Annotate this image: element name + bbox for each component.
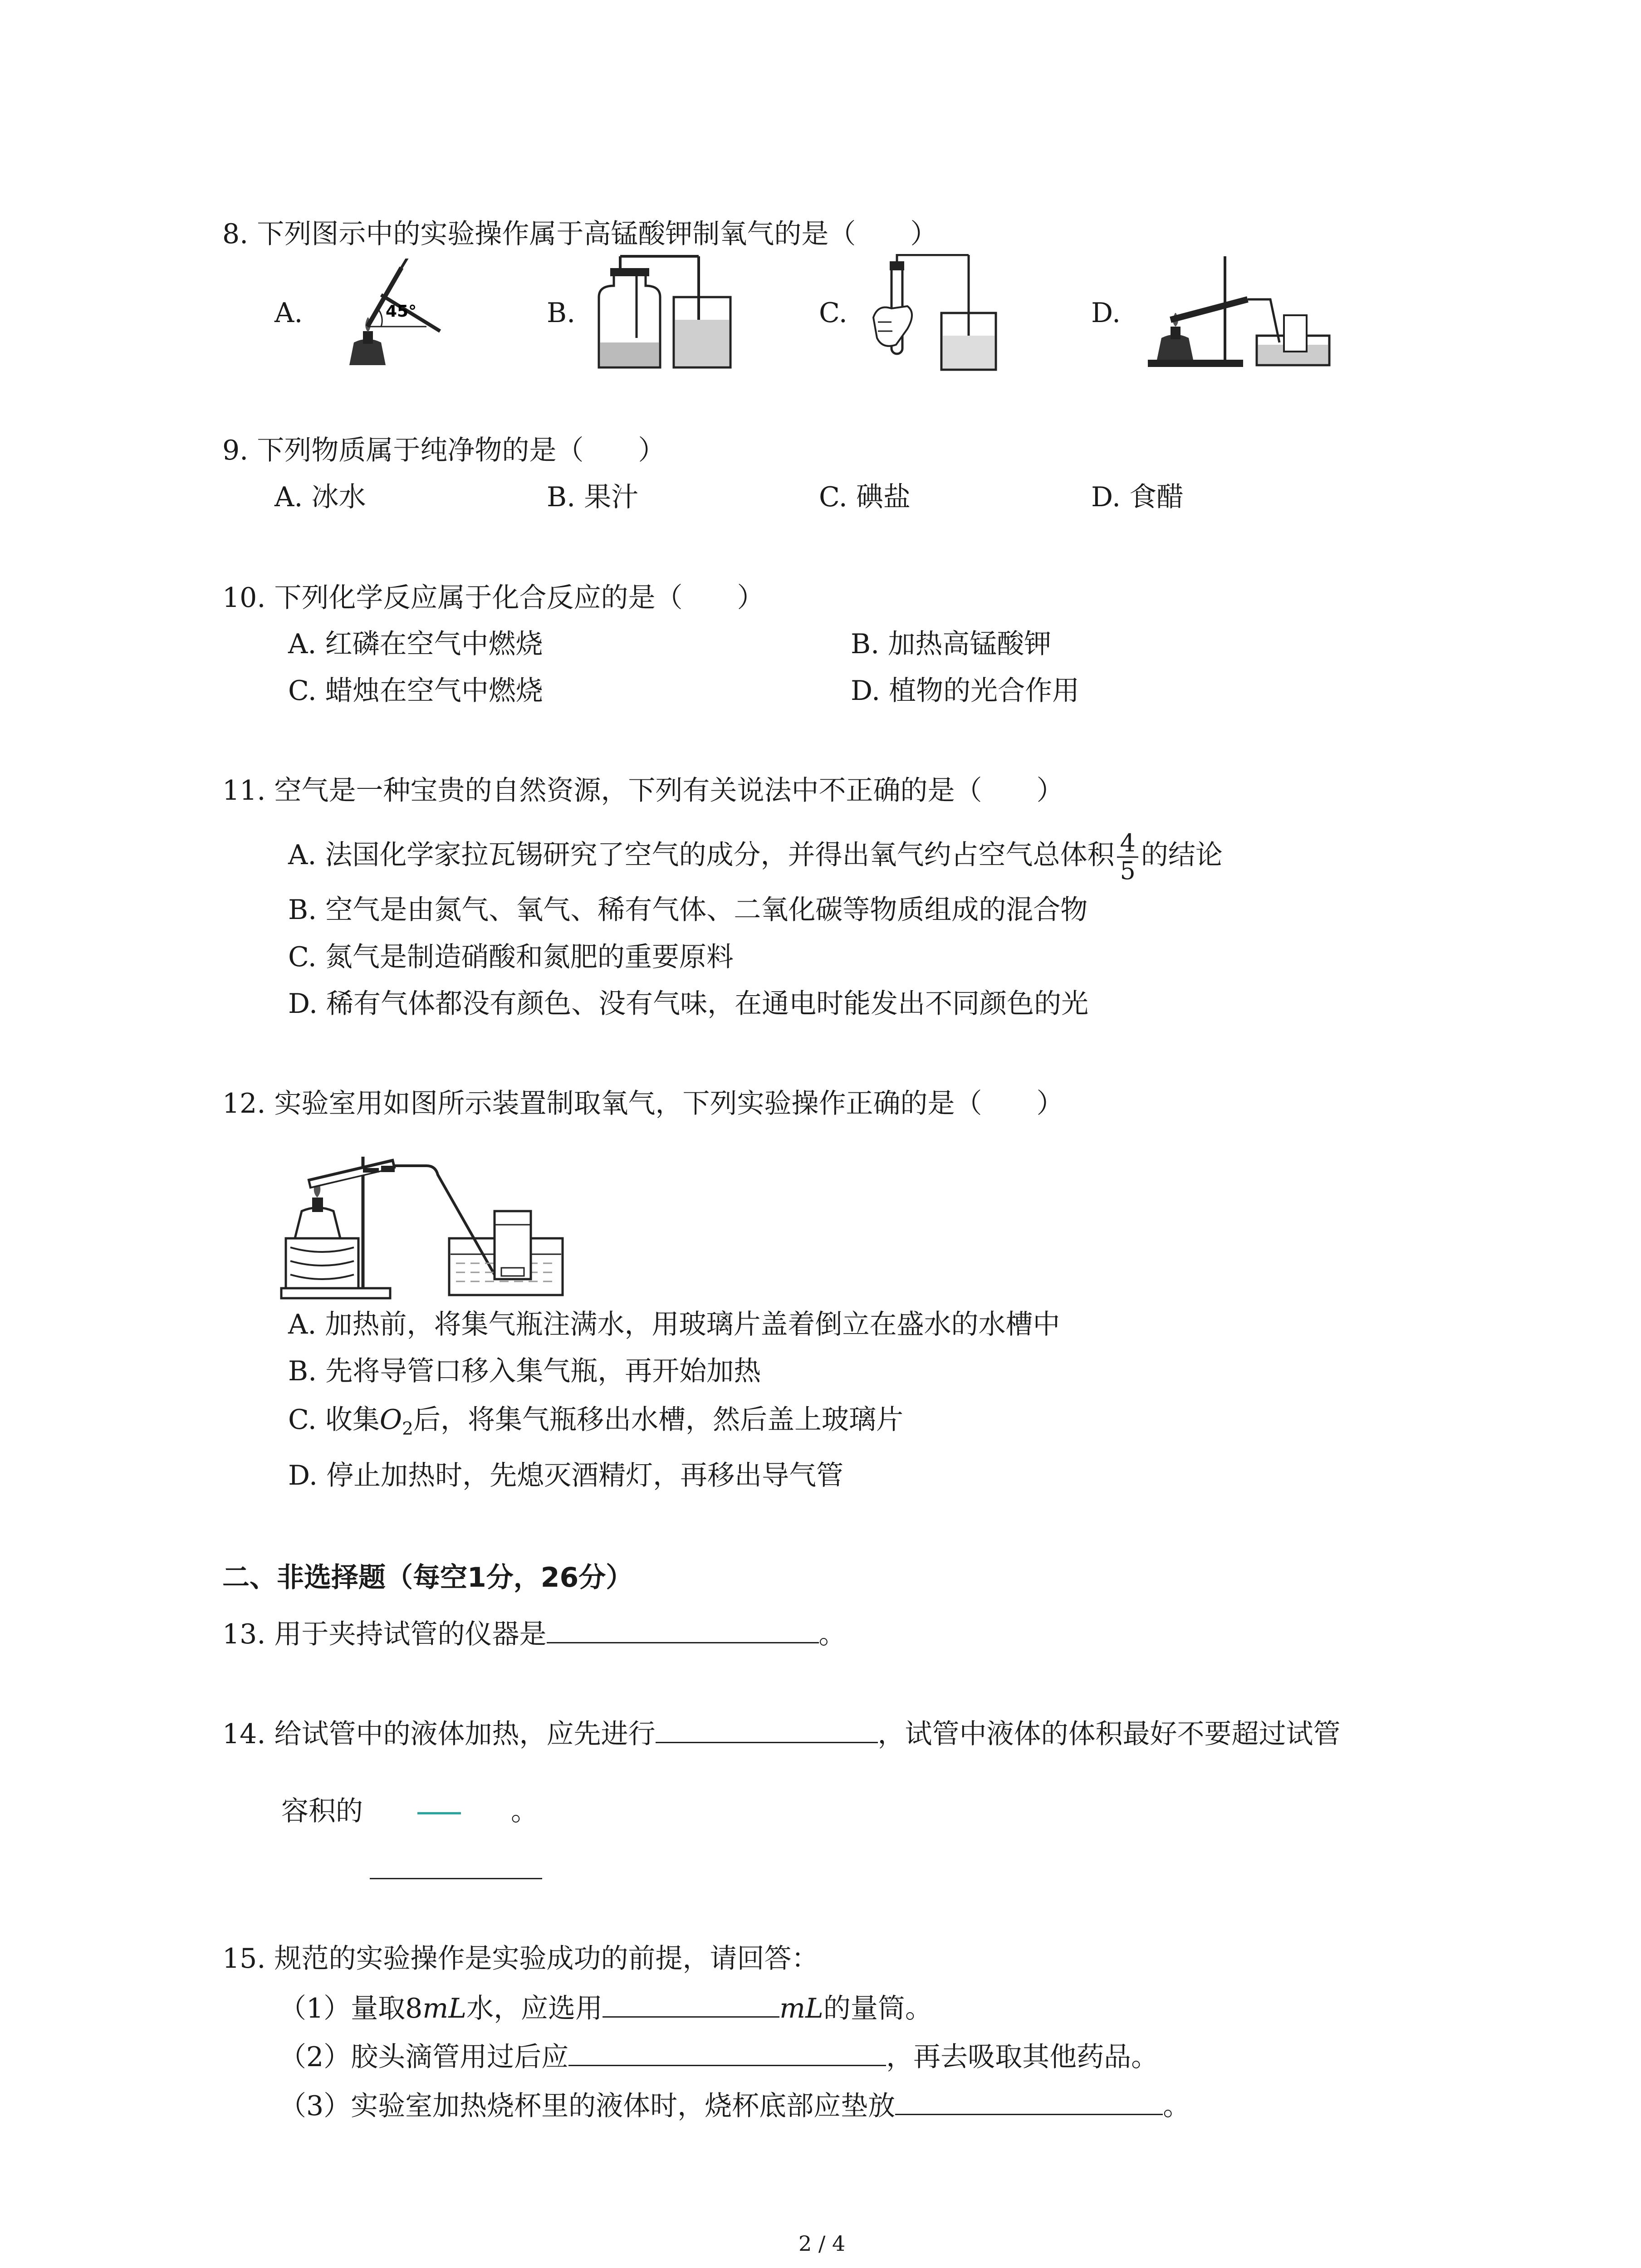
q15-stem: 15. 规范的实验操作是实验成功的前提，请回答：	[222, 1943, 819, 1975]
q15-part2-text: （2）胶头滴管用过后应	[279, 2041, 569, 2073]
q13-text: 13. 用于夹持试管的仪器是	[222, 1618, 547, 1650]
q10-stem: 10. 下列化学反应属于化合反应的是（ ）	[222, 582, 764, 614]
q11-option-a-text: A. 法国化学家拉瓦锡研究了空气的成分，并得出氧气约占空气总体积	[288, 839, 1115, 871]
fraction-numerator: 4	[1117, 830, 1138, 858]
q12-option-c	[288, 1403, 903, 1447]
q15-part1	[279, 1989, 932, 2026]
q8-figure-d	[1143, 252, 1334, 370]
q14-answer-blank-1[interactable]	[656, 1715, 878, 1743]
q11-option-a	[288, 826, 1223, 885]
q8-stem: 8. 下列图示中的实验操作属于高锰酸钾制氧气的是（ ）	[222, 218, 938, 250]
q15-part2-blank[interactable]	[568, 2038, 886, 2066]
q12-option-c-text: C. 收集	[288, 1404, 380, 1436]
q14-answer-blank-2[interactable]	[370, 1878, 542, 1879]
q13-tail: 。	[818, 1618, 846, 1650]
q15-part1-text: （1）量取8	[279, 1993, 423, 2024]
fraction-bar-mark	[417, 1812, 461, 1814]
section-title: 二、非选择题（每空1分，26分）	[222, 1562, 633, 1593]
q14-text: 14. 给试管中的液体加热，应先进行	[222, 1718, 656, 1750]
q15-part3-text: （3）实验室加热烧杯里的液体时，烧杯底部应垫放	[279, 2090, 896, 2122]
q8-figure-c	[864, 254, 1000, 372]
angle-label: 45°	[386, 302, 417, 321]
q15-part3-tail: 。	[1163, 2090, 1190, 2122]
q9-option-d: D. 食醋	[1091, 481, 1184, 513]
q8-figure-b	[592, 252, 737, 372]
q14-tail: ，试管中液体的体积最好不要超过试管	[877, 1718, 1341, 1750]
q12-option-d: D. 停止加热时，先熄灭酒精灯，再移出导气管	[288, 1460, 844, 1491]
q12-option-a: A. 加热前，将集气瓶注满水，用玻璃片盖着倒立在盛水的水槽中	[288, 1309, 1060, 1340]
q14	[222, 1715, 1341, 1751]
q15-part1-tail: 的量筒。	[823, 1993, 932, 2024]
fraction-denominator: 5	[1120, 856, 1136, 885]
q10-option-b: B. 加热高锰酸钾	[851, 628, 1052, 660]
q11-option-b: B. 空气是由氮气、氧气、稀有气体、二氧化碳等物质组成的混合物	[288, 894, 1088, 926]
q11-stem: 11. 空气是一种宝贵的自然资源，下列有关说法中不正确的是（ ）	[222, 775, 1064, 807]
q12-option-c-tail: 后，将集气瓶移出水槽，然后盖上玻璃片	[413, 1404, 903, 1436]
q8-figure-a	[318, 259, 445, 372]
q9-stem: 9. 下列物质属于纯净物的是（ ）	[222, 435, 666, 466]
oxygen-subscript: 2	[402, 1419, 413, 1439]
q15-part1-blank[interactable]	[603, 1989, 779, 2018]
oxygen-formula: O	[379, 1404, 402, 1436]
q10-option-a: A. 红磷在空气中燃烧	[288, 628, 543, 660]
q11-option-a-tail: 的结论	[1141, 839, 1223, 871]
q8-option-a: A.	[274, 297, 303, 329]
q10-option-c: C. 蜡烛在空气中燃烧	[288, 675, 543, 707]
q10-option-d: D. 植物的光合作用	[851, 675, 1080, 707]
q9-option-c: C. 碘盐	[819, 481, 911, 513]
q14-line2-text: 容积的	[281, 1795, 363, 1827]
q15-part2-tail: ，再去吸取其他药品。	[886, 2041, 1159, 2073]
q8-option-c: C.	[819, 297, 847, 329]
q8-option-b: B.	[547, 297, 576, 329]
q15-part1-mid: 水，应选用	[466, 1993, 603, 2024]
unit-ml: mL	[779, 1993, 823, 2024]
q12-option-b: B. 先将导管口移入集气瓶，再开始加热	[288, 1355, 761, 1387]
unit-ml: mL	[422, 1993, 467, 2024]
q12-apparatus-figure	[277, 1152, 780, 1302]
q14-line2-tail: 。	[511, 1795, 538, 1827]
q13-answer-blank[interactable]	[547, 1615, 819, 1643]
fraction	[1117, 830, 1138, 884]
q8-option-d: D.	[1091, 297, 1121, 329]
q15-part2	[279, 2038, 1158, 2074]
q9-option-b: B. 果汁	[547, 481, 639, 513]
q15-part3-blank[interactable]	[895, 2087, 1163, 2115]
q11-option-c: C. 氮气是制造硝酸和氮肥的重要原料	[288, 941, 734, 973]
q13	[222, 1615, 846, 1652]
q15-part3	[279, 2087, 1190, 2123]
q14-line2	[281, 1794, 538, 1828]
q12-stem: 12. 实验室用如图所示装置制取氧气，下列实验操作正确的是（ ）	[222, 1088, 1064, 1119]
page-number: 2 / 4	[798, 2231, 846, 2256]
q11-option-d: D. 稀有气体都没有颜色、没有气味，在通电时能发出不同颜色的光	[288, 988, 1089, 1020]
q9-option-a: A. 冰水	[274, 481, 366, 513]
